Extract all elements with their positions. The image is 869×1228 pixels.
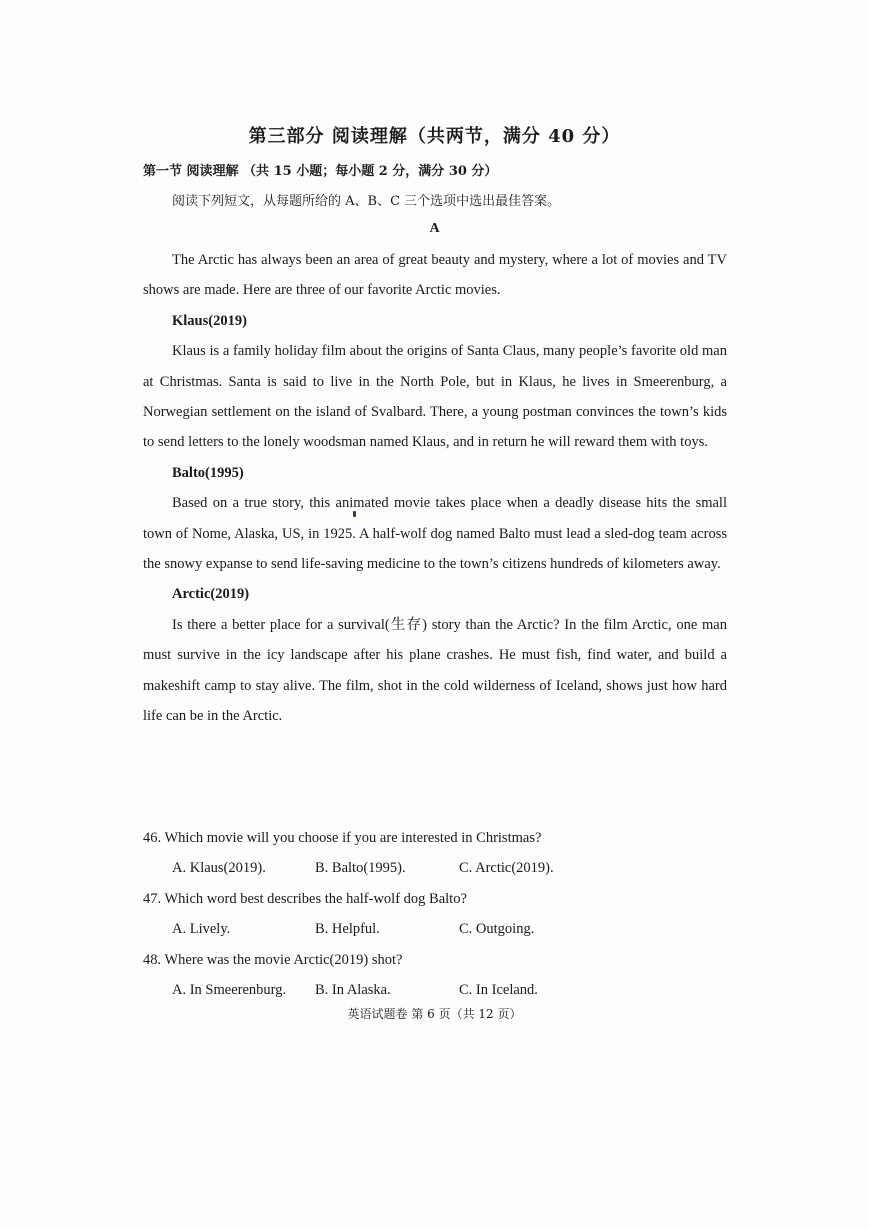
film-description-klaus: Klaus is a family holiday film about the origins of Santa Claus, many people’s favorite old man at Christmas. Santa is said to live in the North Pole, but in Klaus, he lives in Smeerenburg, a Norwegian settlement on the island of Svalbard. There, a young postman convinces the town’s kids to send letters to the lonely woodsman named Klaus, and in return he will reward them with toys. xyxy=(143,343,727,451)
question-47-option-c: C. Outgoing. xyxy=(459,921,535,938)
passage-body xyxy=(143,245,727,732)
question-46-option-a: A. Klaus(2019). xyxy=(172,860,266,877)
question-46-stem: 46. Which movie will you choose if you are interested in Christmas? xyxy=(143,830,542,846)
film-title-balto: Balto(1995) xyxy=(172,464,244,481)
question-46-option-b: B. Balto(1995). xyxy=(315,860,406,877)
part-title: 第三部分 阅读理解（共两节，满分 40 分） xyxy=(248,126,621,147)
question-47-options xyxy=(143,914,743,944)
section-title: 第一节 阅读理解 （共 15 小题；每小题 2 分，满分 30 分） xyxy=(143,164,498,179)
film-description-balto: Based on a true story, this animated movie takes place when a deadly disease hits the small town of Nome, Alaska, US, in 1925. A half-wolf dog named Balto must lead a sled-dog team across the snowy expanse to send life-saving medicine to the town’s citizens hundreds of kilometers away. xyxy=(143,495,727,573)
question-48-option-c: C. In Iceland. xyxy=(459,981,538,998)
question-48-options xyxy=(143,975,743,1005)
question-48-option-b: B. In Alaska. xyxy=(315,981,391,998)
passage-intro: The Arctic has always been an area of great beauty and mystery, where a lot of movies and TV shows are made. Here are three of our favorite Arctic movies. xyxy=(143,252,727,299)
question-48-option-a: A. In Smeerenburg. xyxy=(172,981,287,998)
question-46-option-c: C. Arctic(2019). xyxy=(459,860,554,877)
film-title-klaus: Klaus(2019) xyxy=(172,312,247,329)
question-47-option-a: A. Lively. xyxy=(172,921,231,938)
question-list xyxy=(143,823,743,1005)
film-description-arctic: Is there a better place for a survival(生存) story than the Arctic? In the film Arctic, one man must survive in the icy landscape after his plane crashes. He must fish, find water, and build a makeshift camp to stay alive. The film, shot in the cold wilderness of Iceland, shows just how hard life can be in the Arctic. xyxy=(143,616,727,725)
reading-instruction: 阅读下列短文，从每题所给的 A、B、C 三个选项中选出最佳答案。 xyxy=(172,194,561,209)
film-title-arctic: Arctic(2019) xyxy=(172,586,250,603)
question-46-options xyxy=(143,853,743,883)
scan-speck xyxy=(353,511,356,517)
question-47-stem: 47. Which word best describes the half-wolf dog Balto? xyxy=(143,890,467,907)
passage-letter: A xyxy=(429,221,440,236)
page-footer: 英语试题卷 第 6 页（共 12 页） xyxy=(347,1007,522,1021)
question-47-option-b: B. Helpful. xyxy=(315,921,380,938)
question-48-stem: 48. Where was the movie Arctic(2019) shot? xyxy=(143,951,403,968)
